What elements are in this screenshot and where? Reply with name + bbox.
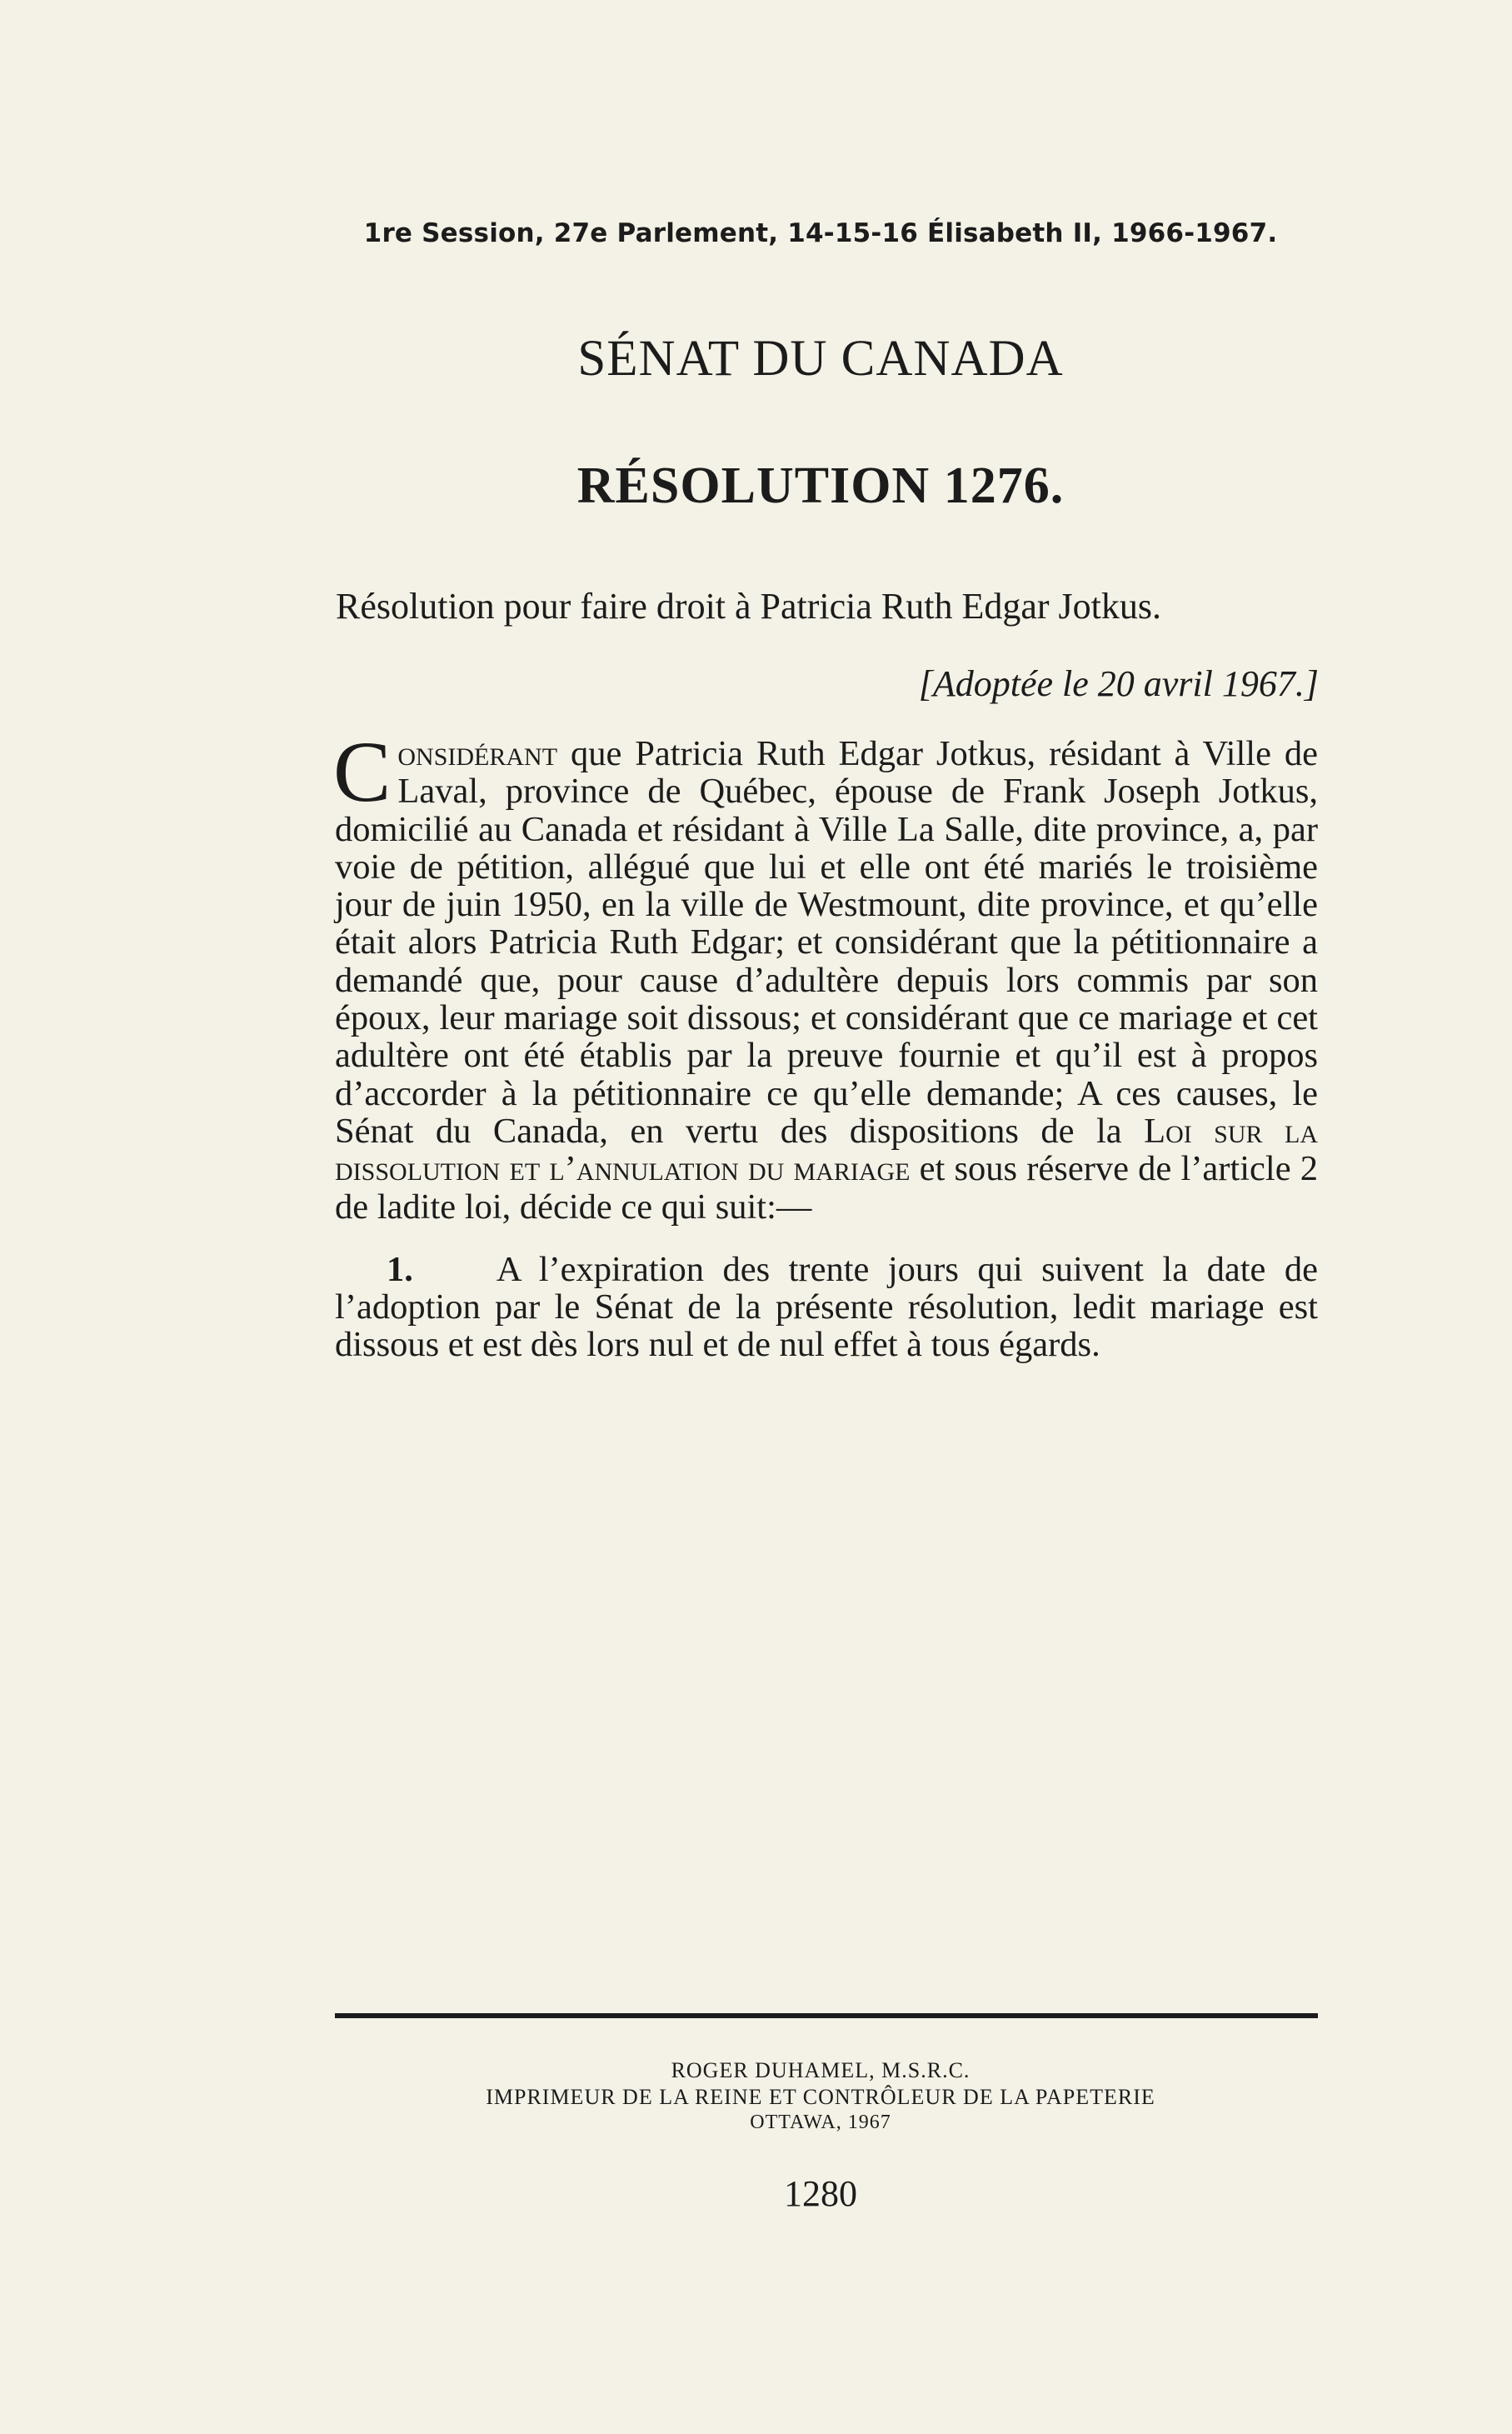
- senate-heading: SÉNAT DU CANADA: [577, 331, 1064, 387]
- resolution-title: RÉSOLUTION 1276.: [576, 457, 1065, 514]
- preamble-text-end: et sous réserve de l’article 2 de ladite loi, décide ce qui suit:—: [335, 1149, 1318, 1227]
- resolution-body: [333, 724, 1318, 1399]
- printer-title: IMPRIMEUR DE LA REINE ET CONTRÔLEUR DE LA PAPETERIE: [486, 2085, 1155, 2109]
- adoption-date: [Adoptée le 20 avril 1967.]: [918, 663, 1319, 704]
- preamble-text: que Patricia Ruth Edgar Jotkus, résidant à Ville de Laval, province de Québec, épouse de Frank Joseph Jotkus, domicilié au Canada et résidant à Ville La Salle, dite province, a, par voie de pétition, allégué que lui et elle ont été mariés le troisième jour de juin 1950, en la ville de Westmount, dite province, et qu’elle était alors Patricia Ruth Edgar; et considérant que la pétitionnaire a demandé que, pour cause d’adultère depuis lors commis par son époux, leur mariage soit dissous; et considérant que ce mariage et cet adultère ont été établis par la preuve fournie et qu’il est à propos d’accorder à la pétitionnaire ce qu’elle demande; A ces causes, le Sénat du Canada, en vertu des dispositions de la: [335, 734, 1318, 1151]
- footer-rule: [335, 2013, 1318, 2018]
- resolution-subject: Résolution pour faire droit à Patricia Ruth Edgar Jotkus.: [336, 586, 1162, 627]
- drop-cap: C: [333, 724, 392, 820]
- preamble-paragraph: [333, 724, 1318, 1227]
- page-number: 1280: [784, 2173, 857, 2214]
- session-line: 1re Session, 27e Parlement, 14-15-16 Élisabeth II, 1966-1967.: [363, 218, 1278, 248]
- printer-name: ROGER DUHAMEL, M.S.R.C.: [671, 2058, 971, 2082]
- preamble-lead-word: onsidérant: [397, 734, 558, 773]
- act-name: Loi sur la dissolution et l’annulation du mariage: [335, 1111, 1318, 1189]
- clause-number: 1.: [387, 1249, 413, 1289]
- clause-text: A l’expiration des trente jours qui suivent la date de l’adoption par le Sénat de la présente résolution, ledit mariage est dissous et est dès lors nul et de nul effet à tous égards.: [335, 1249, 1318, 1365]
- printer-place-year: OTTAWA, 1967: [750, 2112, 891, 2133]
- clause-paragraph: [335, 1251, 1318, 1364]
